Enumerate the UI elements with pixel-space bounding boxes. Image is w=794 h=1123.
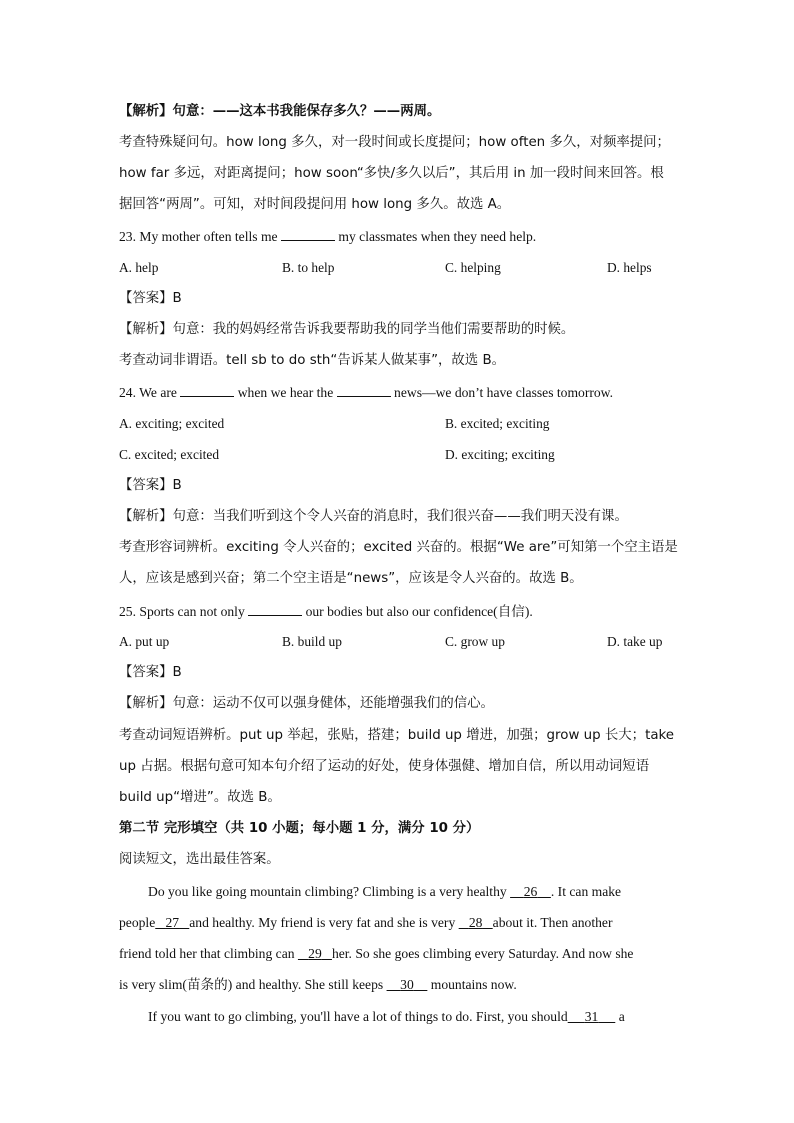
section-instruction: 阅读短文，选出最佳答案。 (119, 852, 280, 867)
question-23-part2: my classmates when they need help. (338, 229, 537, 244)
question-24 (119, 383, 613, 401)
passage-line-3 (119, 945, 633, 963)
passage-text: about it. Then another (492, 915, 613, 930)
option-c-23: C. helping (445, 260, 501, 275)
analysis-23: 【解析】句意：我的妈妈经常告诉我要帮助我的同学当他们需要帮助的时候。 (119, 322, 575, 337)
blank-number: 26 (523, 884, 538, 899)
analysis-24-line2: 考查形容词辨析。exciting 令人兴奋的；excited 兴奋的。根据“We are”可知第一个空主语是 (119, 540, 678, 555)
blank-number: 30 (400, 977, 414, 992)
blank-27 (155, 915, 189, 930)
answer-blank (180, 383, 234, 397)
question-25-part2: our bodies but also our confidence(自信). (305, 604, 533, 619)
passage-text: . It can make (550, 884, 622, 899)
option-b-25: B. build up (282, 634, 342, 649)
passage-line-4 (119, 976, 517, 994)
analysis-23-line2: 考查动词非谓语。tell sb to do sth“告诉某人做某事”，故选 B。 (119, 353, 506, 368)
blank-26 (510, 884, 551, 899)
option-a-23: A. help (119, 260, 159, 275)
analysis-25: 【解析】句意：运动不仅可以强身健体，还能增强我们的信心。 (119, 696, 494, 711)
blank-30 (387, 977, 428, 992)
passage-line-2 (119, 914, 612, 932)
question-24-part2: when we hear the (237, 385, 334, 400)
passage-text: friend told her that climbing can (119, 946, 295, 961)
passage-line-5 (148, 1008, 625, 1026)
blank-29 (298, 946, 332, 961)
blank-31 (568, 1009, 616, 1024)
passage-text: her. So she goes climbing every Saturday. And now she (331, 946, 634, 961)
option-c-24: C. excited; excited (119, 447, 220, 462)
analysis-22-line2: 考查特殊疑问句。how long 多久，对一段时间或长度提问；how often 多久，对频率提问； (119, 135, 670, 150)
answer-25: 【答案】B (119, 665, 182, 680)
answer-blank (337, 383, 391, 397)
question-25-part1: 25. Sports can not only (119, 604, 245, 619)
passage-line-1 (148, 883, 621, 901)
blank-number: 29 (308, 946, 322, 961)
answer-24: 【答案】B (119, 478, 182, 493)
analysis-24-line3: 人，应该是感到兴奋；第二个空主语是“news”，应该是令人兴奋的。故选 B。 (119, 571, 583, 586)
option-a-24: A. exciting; excited (119, 416, 225, 431)
analysis-25-line4: build up“增进”。故选 B。 (119, 790, 281, 805)
option-d-25: D. take up (607, 634, 663, 649)
question-23-part1: 23. My mother often tells me (119, 229, 278, 244)
option-b-23: B. to help (282, 260, 335, 275)
passage-text: Do you like going mountain climbing? Climbing is a very healthy (148, 884, 507, 899)
analysis-24: 【解析】句意：当我们听到这个令人兴奋的消息时，我们很兴奋——我们明天没有课。 (119, 509, 628, 524)
analysis-25-line2: 考查动词短语辨析。put up 举起，张贴，搭建；build up 增进，加强；grow up 长大；take (119, 728, 675, 743)
passage-text: mountains now. (430, 977, 517, 992)
blank-number: 28 (468, 915, 483, 930)
option-b-24: B. excited; exciting (445, 416, 550, 431)
blank-28 (459, 915, 493, 930)
passage-text: people (119, 915, 156, 930)
passage-text: and healthy. My friend is very fat and she is very (189, 915, 456, 930)
passage-text: If you want to go climbing, you'll have a lot of things to do. First, you should (148, 1009, 568, 1024)
answer-blank (248, 602, 302, 616)
answer-blank (281, 227, 335, 241)
analysis-22-line3: how far 多远，对距离提问；how soon“多快/多久以后”，其后用 in 加一段时间来回答。根 (119, 166, 664, 181)
passage-text: is very slim(苗条的) and healthy. She still keeps (119, 977, 384, 992)
analysis-22-text: 【解析】句意：——这本书我能保存多久？——两周。 (119, 104, 441, 119)
passage-text: a (618, 1009, 625, 1024)
option-a-25: A. put up (119, 634, 170, 649)
section-heading: 第二节 完形填空（共 10 小题；每小题 1 分，满分 10 分） (119, 821, 480, 836)
question-24-part3: news—we don’t have classes tomorrow. (394, 385, 614, 400)
question-23 (119, 227, 536, 245)
blank-number: 27 (165, 915, 180, 930)
analysis-25-line3: up 占据。根据句意可知本句介绍了运动的好处，使身体强健、增加自信，所以用动词短语 (119, 759, 650, 774)
option-d-23: D. helps (607, 260, 652, 275)
blank-number: 31 (584, 1009, 599, 1024)
option-c-25: C. grow up (445, 634, 505, 649)
answer-23: 【答案】B (119, 291, 182, 306)
question-24-part1: 24. We are (119, 385, 177, 400)
question-25 (119, 602, 533, 620)
analysis-22-line4: 据回答“两周”。可知，对时间段提问用 how long 多久。故选 A。 (119, 197, 511, 212)
option-d-24: D. exciting; exciting (445, 447, 555, 462)
analysis-22 (119, 103, 440, 121)
